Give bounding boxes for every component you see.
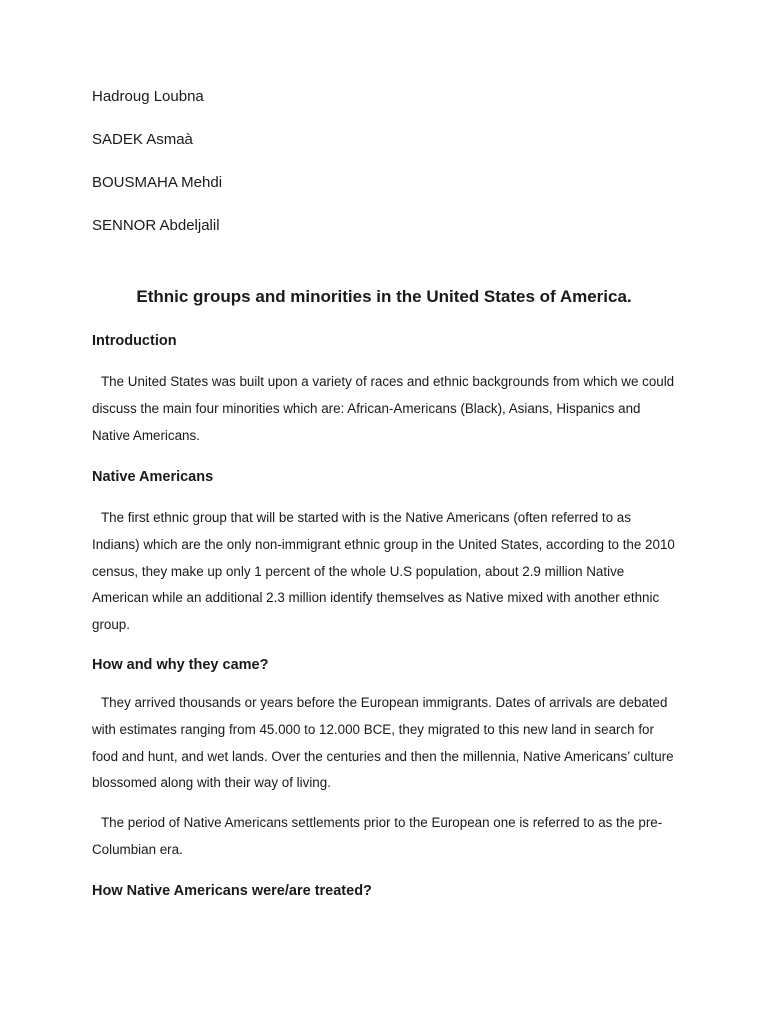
section-heading-native-americans: Native Americans: [92, 469, 214, 485]
author-name: BOUSMAHA Mehdi: [92, 174, 223, 191]
paragraph: They arrived thousands or years before the European immigrants. Dates of arrivals are debated with estimates ranging from 45.000 to 12.000 BCE, they migrated to this new land in search for food and hunt, and wet lands. Over the centuries and then the millennia, Native Americans’ culture blossomed along with their way of living.: [92, 695, 674, 791]
author-name: Hadroug Loubna: [92, 88, 204, 105]
section-heading-introduction: Introduction: [92, 333, 177, 349]
document-title: Ethnic groups and minorities in the United States of America.: [136, 287, 632, 306]
paragraph: The first ethnic group that will be started with is the Native Americans (often referred to as Indians) which are the only non-immigrant ethnic group in the United States, according to the 2010 census, they make up only 1 percent of the whole U.S population, about 2.9 million Native American while an additional 2.3 million identify themselves as Native mixed with another ethnic group.: [92, 510, 675, 633]
paragraph: The United States was built upon a variety of races and ethnic backgrounds from which we could discuss the main four minorities which are: African-Americans (Black), Asians, Hispanics and Native Americans.: [92, 374, 675, 443]
section-heading-treated: How Native Americans were/are treated?: [92, 883, 372, 899]
paragraph: The period of Native Americans settlements prior to the European one is referred to as the pre-Columbian era.: [92, 815, 663, 857]
author-name: SADEK Asmaà: [92, 131, 193, 148]
section-heading-how-why: How and why they came?: [92, 657, 269, 673]
author-name: SENNOR Abdeljalil: [92, 217, 220, 234]
